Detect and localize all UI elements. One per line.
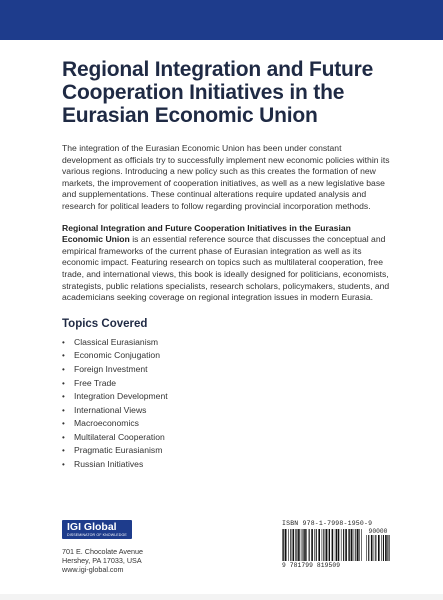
topic-item: • Multilateral Cooperation: [62, 431, 392, 445]
topic-item: • Integration Development: [62, 390, 392, 404]
isbn-text: ISBN 978-1-7998-1950-9: [282, 520, 373, 527]
back-cover-content: [62, 58, 392, 472]
barcode-bar: [316, 529, 317, 561]
barcode-bar: [348, 529, 349, 561]
addon-block: [366, 528, 390, 561]
description-paragraph-2-text: is an essential reference source that discusses the conceptual and empirical frameworks of the current phase of Eurasian integration as well as its economic impact. Featuring research on topics such as multilateral cooperation, free trade, and international views, this book is ideally designed for politicians, economists, strategists, public relations specialists, research scholars, policymakers, students, and academicians seeking coverage on regional integration issues in modern Eurasia.: [62, 234, 390, 303]
barcode-bars-row: [282, 528, 394, 561]
barcode-bar: [283, 529, 284, 561]
barcode-bar: [290, 529, 291, 561]
topic-item: • Free Trade: [62, 377, 392, 391]
barcode-bar: [349, 529, 350, 561]
barcode-area: [282, 520, 394, 569]
description-paragraph-2: [62, 223, 392, 304]
barcode-bar: [351, 529, 353, 561]
barcode-bar: [381, 535, 382, 561]
bullet-icon: •: [62, 364, 65, 374]
barcode-bar: [341, 529, 342, 561]
barcode-bar: [298, 529, 300, 561]
bullet-icon: •: [62, 392, 65, 402]
barcode-bar: [354, 529, 355, 561]
addon-barcode-icon: [366, 535, 390, 561]
barcode-bar: [301, 529, 302, 561]
barcode-bar: [293, 529, 295, 561]
barcode-bar: [371, 535, 373, 561]
barcode-bar: [359, 529, 360, 561]
logo-name: IGI Global: [67, 521, 117, 533]
barcode-bar: [304, 529, 306, 561]
barcode-bar: [288, 529, 289, 561]
topics-heading: Topics Covered: [62, 317, 148, 330]
description-book-title: Regional Integration and Future Cooperation Initiatives in the Eurasian Economic Union: [62, 222, 351, 245]
barcode-bar: [318, 529, 320, 561]
barcode-bar: [323, 529, 324, 561]
barcode-bar: [295, 529, 296, 561]
publisher-block: [62, 520, 212, 574]
topics-list: [62, 336, 392, 472]
bullet-icon: •: [62, 351, 65, 361]
bullet-icon: •: [62, 460, 65, 470]
barcode-bar: [357, 529, 359, 561]
barcode-bar: [303, 529, 304, 561]
topic-item: • Pragmatic Eurasianism: [62, 444, 392, 458]
barcode-bar: [332, 529, 334, 561]
bullet-icon: •: [62, 446, 65, 456]
barcode-bar: [374, 535, 375, 561]
bullet-icon: •: [62, 419, 65, 429]
barcode-bar: [378, 535, 380, 561]
ean-digits: 9 781799 819509: [282, 562, 341, 569]
barcode-bar: [282, 529, 283, 561]
barcode-bar: [338, 529, 340, 561]
barcode-bar: [389, 535, 390, 561]
addon-digits: 90000: [368, 528, 388, 535]
topic-item: • Classical Eurasianism: [62, 336, 392, 350]
barcode-bar: [383, 535, 384, 561]
barcode-bar: [306, 529, 307, 561]
publisher-address: [62, 547, 212, 574]
barcode-bar: [368, 535, 369, 561]
top-color-band: [0, 0, 443, 40]
igi-global-logo: [62, 520, 132, 539]
barcode-bar: [335, 529, 336, 561]
barcode-bar: [328, 529, 329, 561]
barcode-bar: [314, 529, 315, 561]
topic-item: • Russian Initiatives: [62, 458, 392, 472]
barcode-bar: [322, 529, 323, 561]
barcode-bar: [326, 529, 328, 561]
topic-item: • Macroeconomics: [62, 417, 392, 431]
barcode-bar: [336, 529, 337, 561]
barcode-bar: [311, 529, 313, 561]
barcode-bar: [343, 529, 344, 561]
barcode-bar: [345, 529, 347, 561]
barcode-bar: [329, 529, 330, 561]
bottom-edge: [0, 594, 443, 600]
barcode-bar: [355, 529, 356, 561]
address-line-2: Hershey, PA 17033, USA: [62, 556, 142, 565]
topic-item: • Foreign Investment: [62, 363, 392, 377]
topic-item: • International Views: [62, 404, 392, 418]
topic-item: • Economic Conjugation: [62, 349, 392, 363]
barcode-bar: [309, 529, 310, 561]
barcode-bar: [385, 535, 387, 561]
bullet-icon: •: [62, 337, 65, 347]
barcode-bar: [296, 529, 297, 561]
bullet-icon: •: [62, 405, 65, 415]
ean-barcode-icon: [282, 529, 362, 561]
barcode-bar: [361, 529, 362, 561]
barcode-bar: [366, 535, 367, 561]
bullet-icon: •: [62, 378, 65, 388]
description-paragraph-1: The integration of the Eurasian Economic Union has been under constant development as officials try to successfully implement new economic policies within its various regions. Introducing a new policy such as this creates the formation of new markets, the improvement of cooperation initiatives, as well as a new legislative base and supplementations. These continual alterations require updated analysis and research for political leaders to follow regarding provincial incorporation methods.: [62, 143, 390, 211]
barcode-bar: [387, 535, 388, 561]
bullet-icon: •: [62, 432, 65, 442]
publisher-website: www.igi-global.com: [62, 565, 124, 574]
address-line-1: 701 E. Chocolate Avenue: [62, 547, 143, 556]
logo-tagline: DISSEMINATOR OF KNOWLEDGE: [67, 533, 127, 537]
barcode-bar: [375, 535, 376, 561]
barcode-bar: [285, 529, 287, 561]
book-title: Regional Integration and Future Cooperation Initiatives in the Eurasian Economic Union: [62, 58, 374, 127]
